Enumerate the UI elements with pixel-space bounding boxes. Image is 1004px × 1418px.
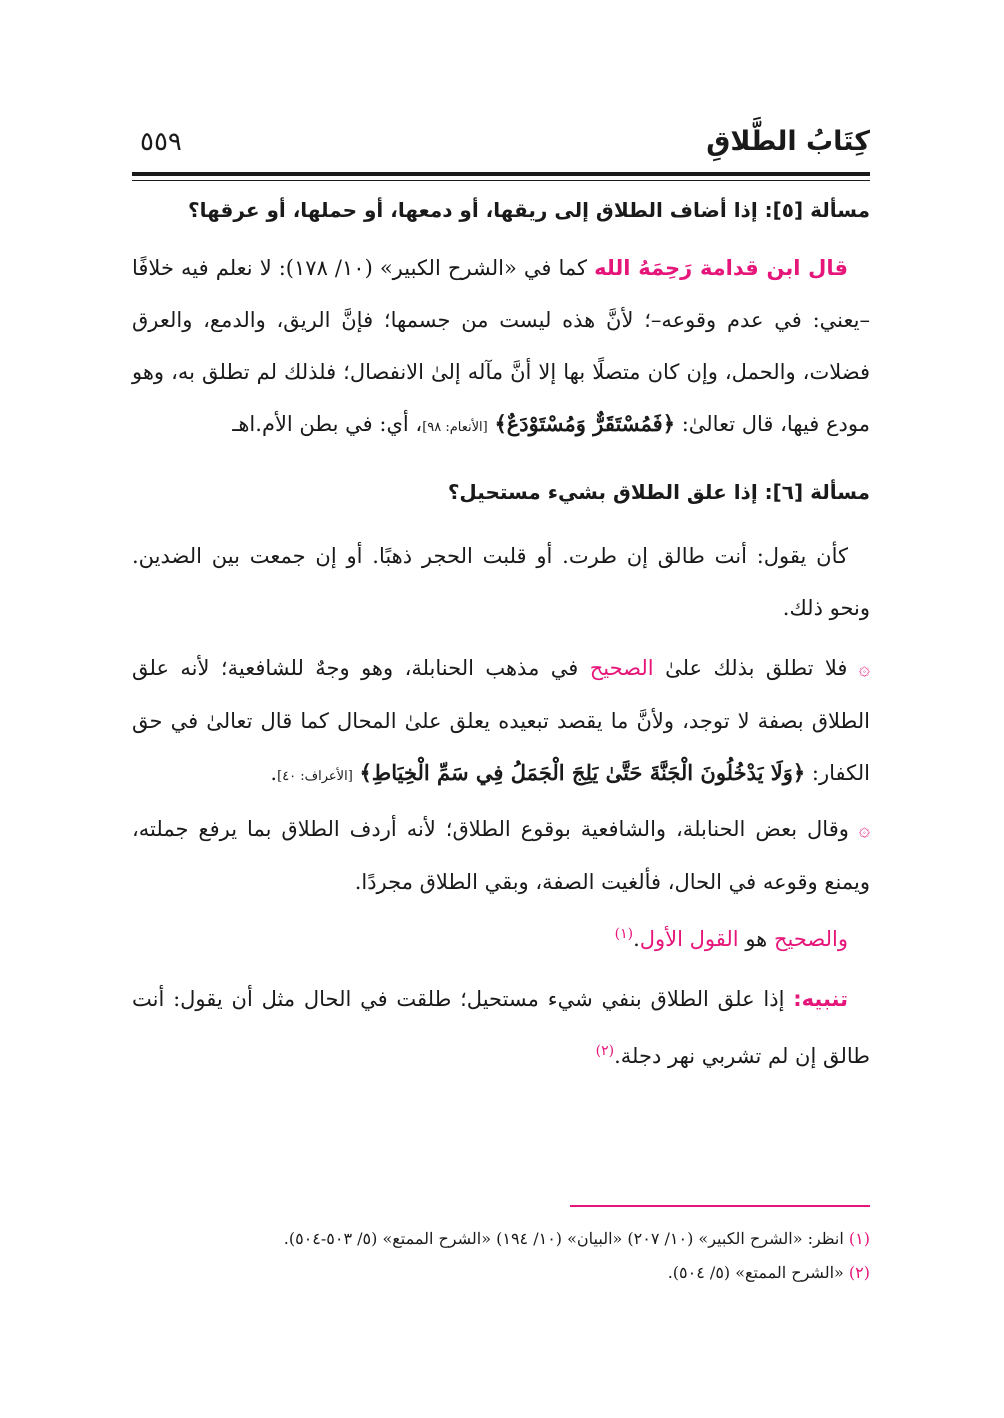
verse-reference-2: [الأعراف: ٤٠] bbox=[277, 769, 353, 784]
quote-text: كما في «الشرح الكبير» (١٠/ ١٧٨): لا نعلم فيه خلافًا –يعني: في عدم وقوعه–؛ لأنَّ هذه ليست من جسمها؛ فإنَّ الريق، والدمع، والعرق فضلات، والحمل، وإن كان متصلًا بها إلا أنَّ مآله إلىٰ الانفصال؛ فلذلك لم تطلق به، وهو مودع فيها، قال تعالىٰ: bbox=[132, 256, 870, 436]
footnote-marker-2[interactable]: (٢) bbox=[595, 1043, 615, 1059]
flower-ornament-icon: ۞ bbox=[858, 658, 870, 680]
quote-end: ، أي: في بطن الأم.اهـ bbox=[232, 412, 423, 436]
header-rule-thick bbox=[132, 172, 870, 176]
quran-verse-2: ﴿وَلَا يَدْخُلُونَ الْجَنَّةَ حَتَّىٰ يَلِجَ الْجَمَلُ فِي سَمِّ الْخِيَاطِ﴾ bbox=[359, 760, 806, 785]
page-header bbox=[132, 124, 870, 164]
note-paragraph bbox=[132, 973, 870, 1082]
issue-5-heading: مسألة [٥]: إذا أضاف الطلاق إلى ريقها، أو دمعها، أو حملها، أو عرقها؟ bbox=[187, 198, 870, 222]
flower-ornament-icon-2: ۞ bbox=[858, 819, 870, 841]
quran-verse: ﴿فَمُسْتَقَرٌّ وَمُسْتَوْدَعٌ﴾ bbox=[494, 411, 676, 436]
book-title: كِتَابُ الطَّلاقِ bbox=[706, 126, 870, 157]
header-rule-thin bbox=[132, 180, 870, 181]
issue-6-heading: مسألة [٦]: إذا علق الطلاق بشيء مستحيل؟ bbox=[447, 480, 870, 504]
footnote-text: انظر: «الشرح الكبير» (١٠/ ٢٠٧) «البيان» (١٠/ ١٩٤) «الشرح الممتع» (٥/ ٥٠٣-٥٠٤). bbox=[283, 1229, 844, 1248]
issue-6-ruling: ۞ فلا تطلق بذلك علىٰ الصحيح في مذهب الحنابلة، وهو وجهٌ للشافعية؛ لأنه علق الطلاق بصفة لا توجد، ولأنَّ ما يقصد تبعيده يعلق علىٰ المحال كما قال تعالىٰ في حق الكفار: ﴿وَلَا يَدْخُلُونَ الْجَنَّةَ حَتَّىٰ يَلِجَ الْجَمَلُ فِي سَمِّ الْخِيَاطِ﴾ [الأعراف: ٤٠]. bbox=[132, 656, 870, 785]
page-body bbox=[132, 186, 870, 1082]
issue-6-example: كأن يقول: أنت طالق إن طرت. أو قلبت الحجر ذهبًا. أو إن جمعت بين الضدين. ونحو ذلك. bbox=[132, 544, 870, 620]
second-view-text: وقال بعض الحنابلة، والشافعية بوقوع الطلاق؛ لأنه أردف الطلاق بما يرفع جملته، ويمنع وقوعه في الحال، فألغيت الصفة، وبقي الطلاق مجردًا. bbox=[132, 817, 870, 894]
note-label: تنبيه: bbox=[793, 987, 848, 1011]
issue-6-second-view bbox=[132, 803, 870, 908]
footnote bbox=[132, 1256, 870, 1290]
ruling-rest: في مذهب الحنابلة، وهو وجهٌ للشافعية؛ لأنه علق الطلاق بصفة لا توجد، ولأنَّ ما يقصد تبعيده يعلق علىٰ المحال كما قال تعالىٰ في حق الكفار: bbox=[132, 656, 870, 785]
footnote-number: (٢) bbox=[848, 1263, 870, 1282]
conclusion: والصحيح هو القول الأول.$^{(١)}$ bbox=[614, 926, 848, 951]
issue-5-paragraph bbox=[132, 242, 870, 454]
sahih-term: الصحيح bbox=[589, 656, 654, 680]
footnote-separator bbox=[570, 1205, 870, 1207]
speaker-name: قال ابن قدامة رَحِمَهُ الله bbox=[594, 256, 849, 280]
footnote-number: (١) bbox=[848, 1229, 870, 1248]
note-text: إذا علق الطلاق بنفي شيء مستحيل؛ طلقت في الحال مثل أن يقول: أنت طالق إن لم تشربي نهر دجلة. bbox=[132, 987, 870, 1068]
conclusion-first-opinion: القول الأول bbox=[639, 927, 739, 951]
footnotes bbox=[132, 1222, 870, 1290]
page-number: ٥٥٩ bbox=[140, 127, 182, 157]
conclusion-sahih: والصحيح bbox=[773, 927, 848, 951]
footnote bbox=[132, 1222, 870, 1256]
ruling-start: فلا تطلق بذلك علىٰ bbox=[665, 656, 848, 680]
footnote-text: «الشرح الممتع» (٥/ ٥٠٤). bbox=[667, 1263, 844, 1282]
verse-reference: [الأنعام: ٩٨] bbox=[422, 420, 488, 435]
footnote-marker-1[interactable]: (١) bbox=[614, 926, 634, 942]
